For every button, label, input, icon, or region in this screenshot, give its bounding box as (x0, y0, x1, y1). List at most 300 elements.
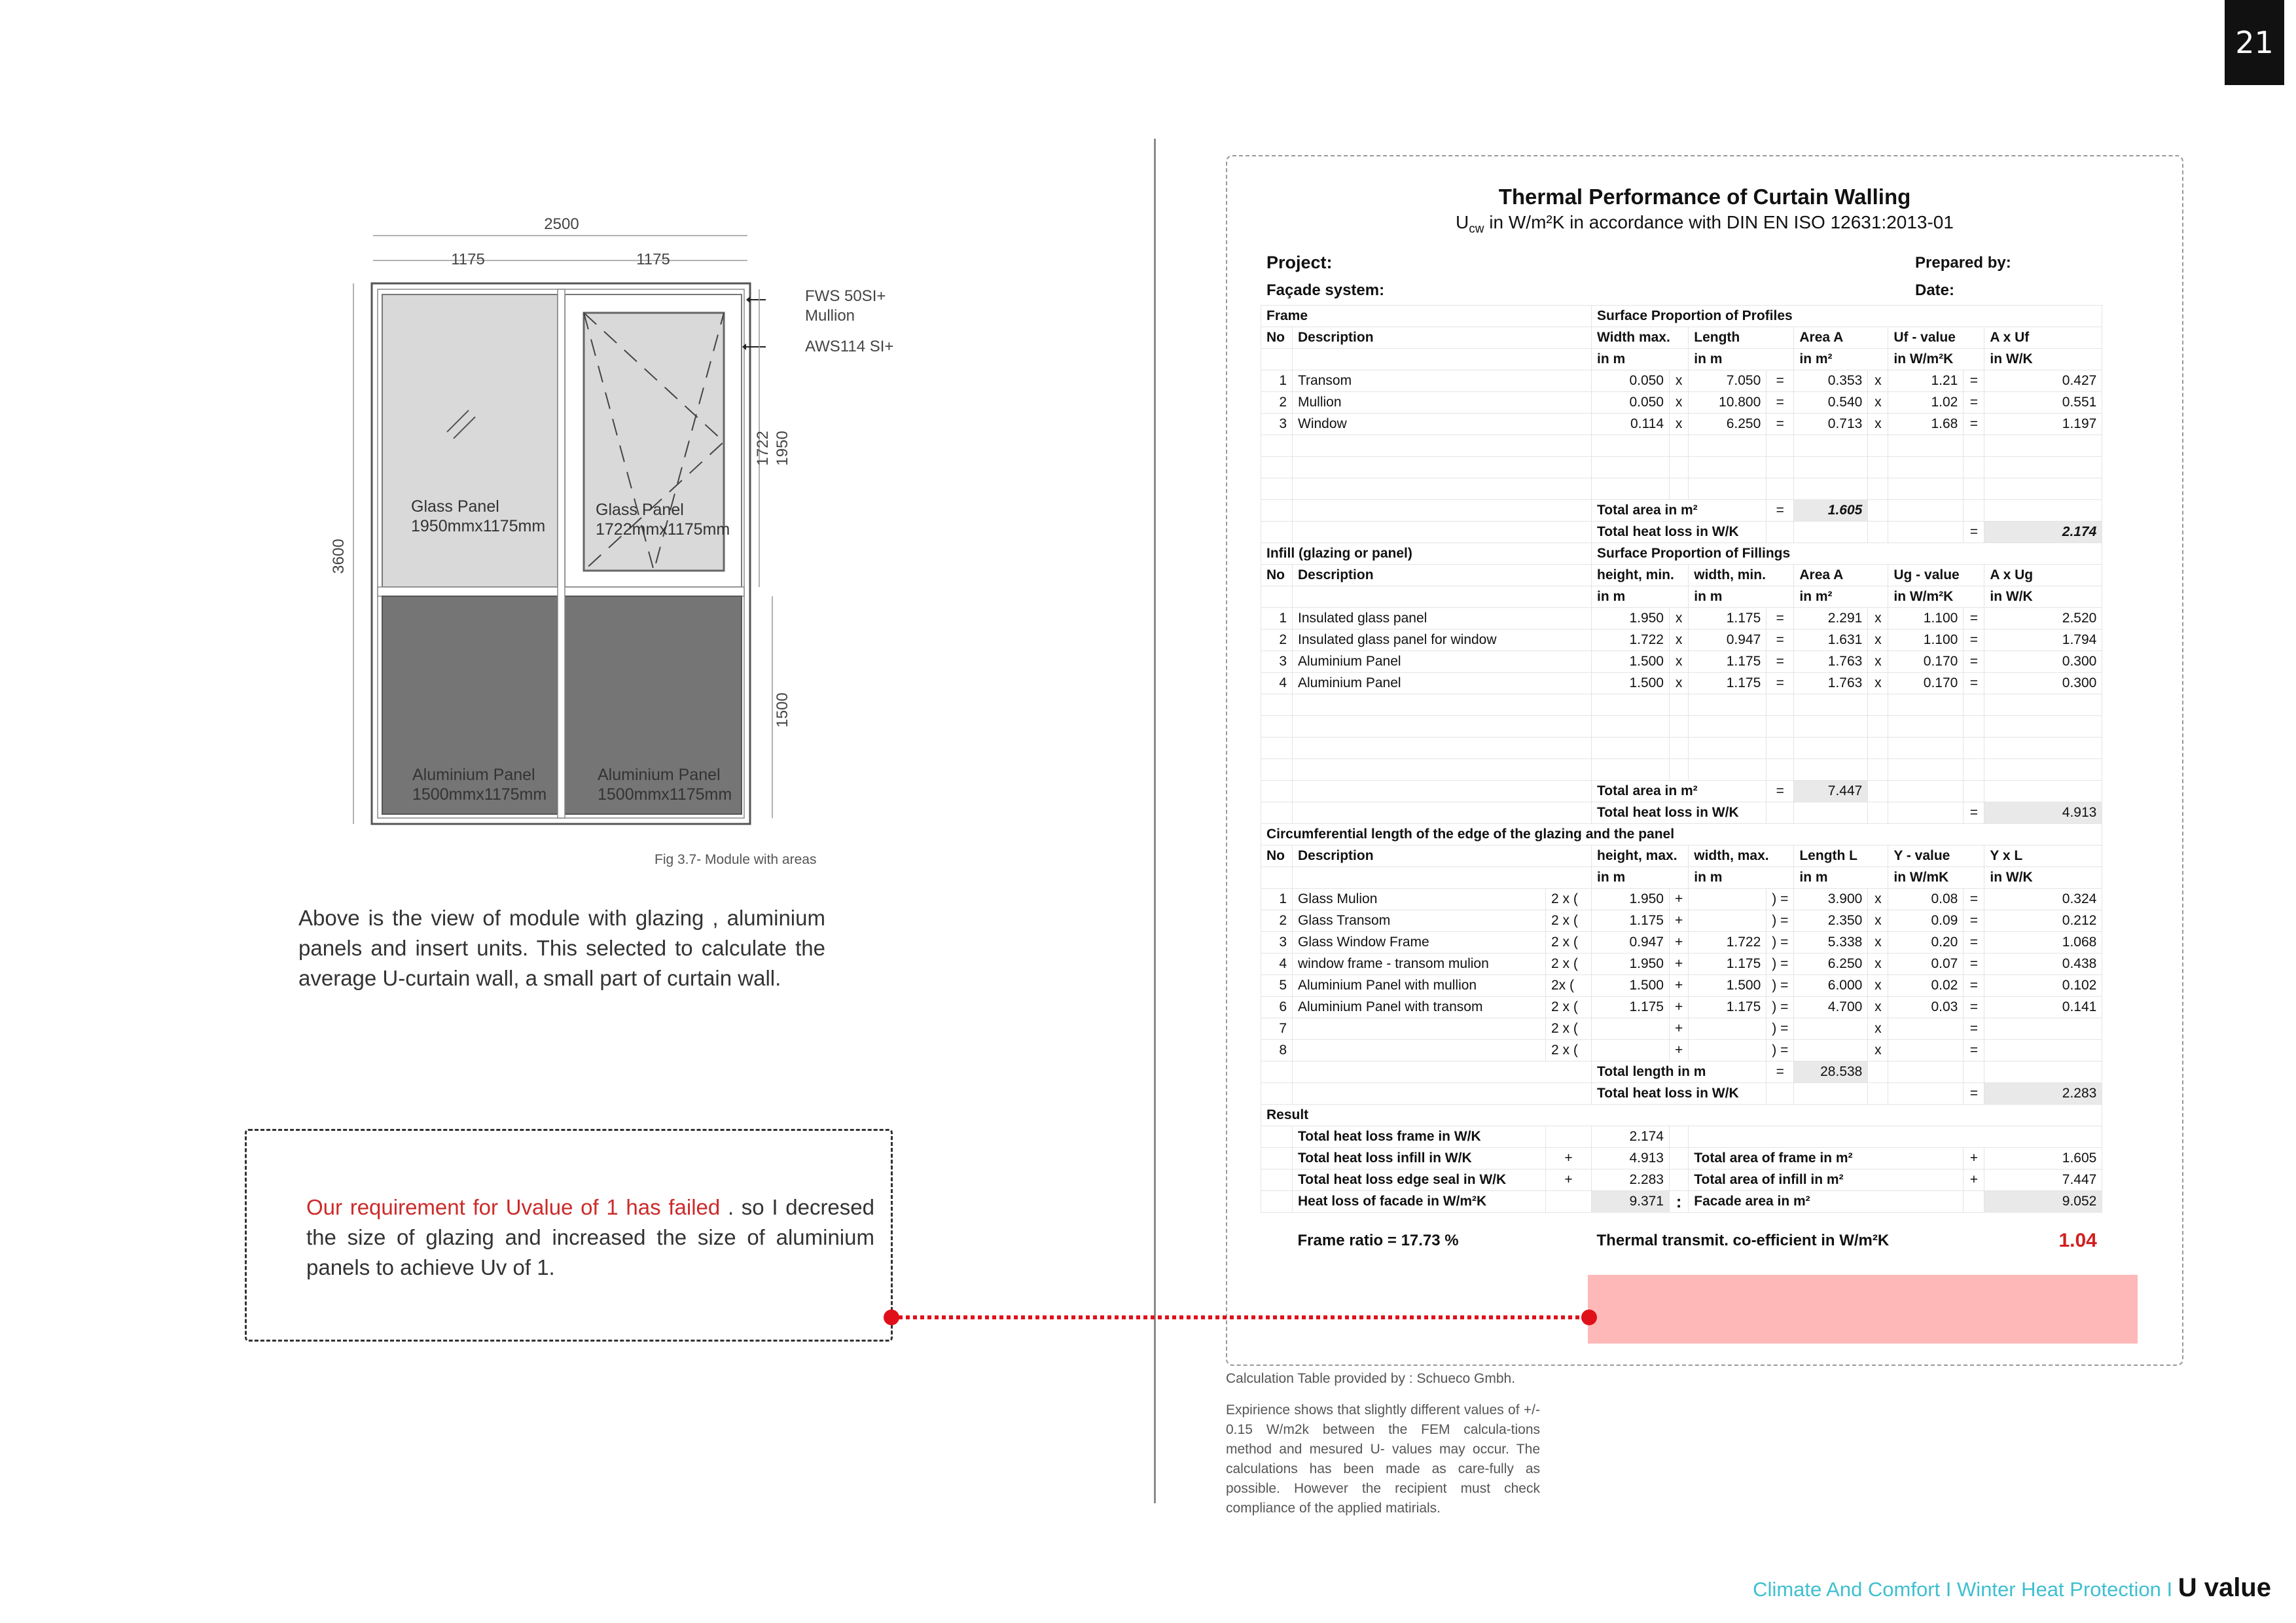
table-cell (1888, 435, 1964, 457)
table-cell: 1.175 (1689, 608, 1767, 630)
table-cell: window frame - transom mulion (1293, 954, 1546, 975)
table-cell: Total length in m (1592, 1061, 1767, 1083)
table-cell (1592, 759, 1670, 781)
table-cell: x (1868, 392, 1888, 414)
frame-total-loss-row (1261, 522, 2102, 543)
table-cell (1261, 716, 1293, 738)
table-cell: Window (1293, 414, 1592, 435)
table-cell (1670, 738, 1689, 759)
table-cell (1767, 802, 1794, 824)
result-section-row (1261, 1105, 2102, 1126)
table-cell (1888, 1040, 1964, 1061)
table-cell: 4.913 (1592, 1148, 1670, 1169)
table-row (1261, 457, 2102, 478)
requirement-failed: Our requirement for Uvalue of 1 has failed (306, 1195, 721, 1219)
table-cell: Heat loss of facade in W/m²K (1293, 1191, 1546, 1213)
table-cell (1794, 457, 1868, 478)
table-cell (1261, 1213, 1293, 1269)
table-cell: + (1964, 1169, 1984, 1191)
table-cell (1868, 1061, 1888, 1083)
table-cell: + (1670, 932, 1689, 954)
table-cell: 2 x ( (1546, 910, 1592, 932)
table-cell (1689, 694, 1767, 716)
table-cell: 2.283 (1592, 1169, 1670, 1191)
table-cell (1592, 1018, 1670, 1040)
table-cell: 0.114 (1592, 414, 1670, 435)
table-cell (1689, 1040, 1767, 1061)
table-cell: width, max. (1689, 846, 1794, 867)
table-cell: 0.170 (1888, 651, 1964, 673)
table-cell (1293, 1083, 1592, 1105)
table-cell (1293, 478, 1592, 500)
table-cell: x (1670, 608, 1689, 630)
table-cell (1794, 716, 1868, 738)
table-cell (1888, 478, 1964, 500)
table-cell: 0.324 (1984, 889, 2102, 910)
table-cell: + (1670, 997, 1689, 1018)
table-cell (1794, 759, 1868, 781)
table-cell (1984, 500, 2102, 522)
edge-total-length-row (1261, 1061, 2102, 1083)
table-cell: = (1767, 608, 1794, 630)
table-row (1261, 478, 2102, 500)
table-cell: Aluminium Panel (1293, 673, 1592, 694)
table-row (1261, 435, 2102, 457)
table-cell (1794, 522, 1868, 543)
dim-right-width: 1175 (636, 251, 670, 268)
table-cell (1261, 1126, 1293, 1148)
table-cell (1592, 1040, 1670, 1061)
project-label: Project: (1266, 253, 1333, 272)
table-cell: 4 (1261, 673, 1293, 694)
table-cell (1984, 694, 2102, 716)
table-cell: = (1964, 522, 1984, 543)
table-cell: Aluminium Panel (1293, 651, 1592, 673)
table-cell (1888, 738, 1964, 759)
table-cell: x (1868, 954, 1888, 975)
table-cell: No (1261, 565, 1293, 586)
table-cell: No (1261, 846, 1293, 867)
table-cell: 0.713 (1794, 414, 1868, 435)
table-cell (1964, 500, 1984, 522)
table-cell: Description (1293, 846, 1592, 867)
result-row-infill (1261, 1148, 2102, 1169)
requirement-text (306, 1192, 874, 1283)
table-cell: 0.551 (1984, 392, 2102, 414)
table-cell (1984, 1040, 2102, 1061)
table-cell: 1.605 (1984, 1148, 2102, 1169)
table-cell: 1.763 (1794, 673, 1868, 694)
table-cell: 10.800 (1689, 392, 1767, 414)
table-cell: = (1767, 651, 1794, 673)
table-cell (1293, 435, 1592, 457)
table-cell: 0.353 (1794, 370, 1868, 392)
callout-mullion: FWS 50SI+ (805, 287, 886, 305)
table-cell (1261, 1061, 1293, 1083)
table-cell: x (1670, 673, 1689, 694)
table-cell: 1.197 (1984, 414, 2102, 435)
table-cell: 1.722 (1689, 932, 1767, 954)
table-cell: 0.08 (1888, 889, 1964, 910)
table-cell (1293, 457, 1592, 478)
table-cell (1964, 478, 1984, 500)
table-cell (1888, 457, 1964, 478)
table-cell (1670, 1126, 1689, 1148)
table-cell: 0.438 (1984, 954, 2102, 975)
table-cell: Mullion (1293, 392, 1592, 414)
calc-subtitle: $U_{cw}$ in W/m²K in accordance with DIN EN ISO 12631:2013-01 (1456, 212, 1954, 236)
glass-right-label: Glass Panel (596, 501, 684, 519)
glass-left-size: 1950mmx1175mm (411, 517, 546, 535)
table-cell: = (1964, 414, 1984, 435)
module-drawing (314, 216, 903, 870)
edge-total-loss-row (1261, 1083, 2102, 1105)
table-cell: ) = (1767, 910, 1794, 932)
table-cell (1868, 457, 1888, 478)
result-row-final (1261, 1213, 2102, 1269)
callout-mullion-line2: Mullion (805, 307, 855, 325)
table-cell: 0.170 (1888, 673, 1964, 694)
disclaimer-note: Expirience shows that slightly different values of +/- 0.15 W/m2k between the FEM calcula-tions method and mesured U- values may occur. The calculations has been made as care-fully as possible. However the recipient must check compliance of the applied matirials. (1226, 1402, 1540, 1516)
table-cell: ) = (1767, 954, 1794, 975)
table-cell (1261, 522, 1293, 543)
table-cell: + (1546, 1169, 1592, 1191)
table-cell: = (1964, 975, 1984, 997)
requirement-rest: . so I decresed the size of glazing and increased the size of aluminium panels to achieve Uv of 1. (306, 1195, 874, 1279)
table-cell: 0.09 (1888, 910, 1964, 932)
result-highlight (1588, 1275, 2138, 1344)
table-cell (1293, 500, 1592, 522)
table-cell: 0.20 (1888, 932, 1964, 954)
table-cell (1888, 781, 1964, 802)
table-cell: x (1868, 932, 1888, 954)
frame-group-label: Surface Proportion of Profiles (1592, 306, 2102, 327)
table-cell: Uf - value (1888, 327, 1984, 349)
table-cell: 2.291 (1794, 608, 1868, 630)
table-cell: 2.520 (1984, 608, 2102, 630)
edge-units-row (1261, 867, 2102, 889)
table-cell (1293, 586, 1592, 608)
result-row-facade (1261, 1191, 2102, 1213)
table-cell: 2 (1261, 392, 1293, 414)
table-cell: 28.538 (1794, 1061, 1868, 1083)
table-cell: 2.350 (1794, 910, 1868, 932)
table-cell: 3 (1261, 414, 1293, 435)
dim-total-width: 2500 (544, 216, 579, 233)
table-cell (1767, 435, 1794, 457)
table-cell (1293, 522, 1592, 543)
table-cell: in m (1689, 867, 1794, 889)
table-cell: 2 x ( (1546, 932, 1592, 954)
table-cell (1964, 1191, 1984, 1213)
table-cell: Description (1293, 565, 1592, 586)
table-cell: 1.500 (1592, 651, 1670, 673)
table-cell (1964, 1061, 1984, 1083)
table-cell: 6.000 (1794, 975, 1868, 997)
glass-panel-left (382, 294, 558, 587)
table-cell (1868, 738, 1888, 759)
table-cell: 0.212 (1984, 910, 2102, 932)
table-cell: Total heat loss infill in W/K (1293, 1148, 1546, 1169)
table-cell (1794, 1040, 1868, 1061)
table-cell: 1.21 (1888, 370, 1964, 392)
table-cell (1888, 1083, 1964, 1105)
table-cell: x (1670, 370, 1689, 392)
table-cell (1293, 802, 1592, 824)
table-cell (1964, 738, 1984, 759)
table-cell: 0.300 (1984, 651, 2102, 673)
table-cell (1261, 694, 1293, 716)
table-row (1261, 630, 2102, 651)
table-cell: 2 x ( (1546, 1040, 1592, 1061)
table-cell (1689, 457, 1767, 478)
table-cell: 1.500 (1689, 975, 1767, 997)
table-cell: = (1767, 781, 1794, 802)
table-cell: in m (1592, 867, 1689, 889)
table-cell: 1.794 (1984, 630, 2102, 651)
table-cell (1592, 694, 1670, 716)
table-cell: x (1868, 370, 1888, 392)
table-cell (1984, 435, 2102, 457)
table-cell (1868, 802, 1888, 824)
figure-caption: Fig 3.7- Module with areas (655, 852, 817, 867)
table-cell: 1 (1261, 889, 1293, 910)
table-cell (1964, 694, 1984, 716)
table-cell (1964, 759, 1984, 781)
table-cell: ) = (1767, 1040, 1794, 1061)
table-cell: x (1868, 608, 1888, 630)
table-cell (1670, 1169, 1689, 1191)
table-cell: 2 x ( (1546, 997, 1592, 1018)
table-cell: 1.175 (1592, 997, 1670, 1018)
table-cell: in m (1794, 867, 1888, 889)
table-cell: 1.02 (1888, 392, 1964, 414)
frame-ratio: Frame ratio = 17.73 % (1297, 1231, 1459, 1249)
table-cell: = (1964, 651, 1984, 673)
table-cell (1868, 759, 1888, 781)
table-cell: 1.722 (1592, 630, 1670, 651)
page-divider (1154, 139, 1156, 1503)
table-cell (1261, 1169, 1293, 1191)
table-cell (1689, 759, 1767, 781)
table-cell (1868, 478, 1888, 500)
table-cell: Description (1293, 327, 1592, 349)
table-cell (1261, 1191, 1293, 1213)
table-cell: A x Ug (1984, 565, 2102, 586)
mullion (558, 289, 565, 818)
table-cell (1888, 1018, 1964, 1040)
glass-left-label: Glass Panel (411, 497, 499, 516)
frame-total-area-row (1261, 500, 2102, 522)
table-cell: 4.913 (1984, 802, 2102, 824)
frame-section-label: Frame (1261, 306, 1592, 327)
table-cell: = (1964, 630, 1984, 651)
table-cell: 4 (1261, 954, 1293, 975)
table-cell: 3.900 (1794, 889, 1868, 910)
table-row (1261, 975, 2102, 997)
table-cell: x (1868, 889, 1888, 910)
table-cell: x (1868, 630, 1888, 651)
date-label: Date: (1915, 281, 1955, 299)
table-cell (1689, 889, 1767, 910)
table-cell: + (1964, 1148, 1984, 1169)
table-cell (1293, 349, 1592, 370)
table-cell (1670, 694, 1689, 716)
table-cell: + (1670, 889, 1689, 910)
table-cell: + (1670, 1018, 1689, 1040)
table-cell: 9.371 (1592, 1191, 1670, 1213)
infill-header-row (1261, 565, 2102, 586)
table-cell (1984, 1018, 2102, 1040)
table-cell: ) = (1767, 997, 1794, 1018)
table-cell: 2.174 (1592, 1126, 1670, 1148)
table-cell: 0.07 (1888, 954, 1964, 975)
table-cell (1888, 802, 1964, 824)
table-cell: 1.500 (1592, 673, 1670, 694)
table-cell (1767, 694, 1794, 716)
table-cell: x (1670, 392, 1689, 414)
table-cell: Y x L (1984, 846, 2102, 867)
table-cell: = (1964, 370, 1984, 392)
table-cell (1670, 759, 1689, 781)
table-row (1261, 932, 2102, 954)
table-cell: Total area in m² (1592, 781, 1767, 802)
table-row (1261, 392, 2102, 414)
table-cell: 0.300 (1984, 673, 2102, 694)
table-cell (1670, 478, 1689, 500)
table-cell: = (1964, 1083, 1984, 1105)
table-cell: 2 (1261, 910, 1293, 932)
table-cell (1261, 1148, 1293, 1169)
alu-left-label: Aluminium Panel (412, 766, 535, 784)
table-cell: Insulated glass panel (1293, 608, 1592, 630)
table-cell: x (1868, 910, 1888, 932)
table-cell: = (1767, 500, 1794, 522)
table-cell: No (1261, 327, 1293, 349)
table-cell (1261, 738, 1293, 759)
table-cell: in W/K (1984, 586, 2102, 608)
table-cell: Total heat loss in W/K (1592, 802, 1767, 824)
table-cell: 6.250 (1689, 414, 1767, 435)
table-cell (1868, 1083, 1888, 1105)
table-cell: Y - value (1888, 846, 1984, 867)
table-cell: 1.100 (1888, 608, 1964, 630)
table-cell (1546, 1191, 1592, 1213)
table-cell (1868, 694, 1888, 716)
frame-units-row (1261, 349, 2102, 370)
table-cell: = (1767, 630, 1794, 651)
result-row-edge (1261, 1169, 2102, 1191)
table-cell (1794, 478, 1868, 500)
table-cell: x (1868, 651, 1888, 673)
table-cell (1767, 522, 1794, 543)
table-cell: x (1868, 975, 1888, 997)
table-cell: 1.68 (1888, 414, 1964, 435)
table-cell: Area A (1794, 565, 1888, 586)
thermal-coefficient-label: Thermal transmit. co-efficient in W/m²K (1596, 1231, 1890, 1249)
table-cell: 2.283 (1984, 1083, 2102, 1105)
table-cell (1794, 802, 1868, 824)
table-cell (1293, 1061, 1592, 1083)
table-cell: in W/K (1984, 349, 2102, 370)
table-cell: A x Uf (1984, 327, 2102, 349)
table-cell: 7.447 (1794, 781, 1868, 802)
table-cell: in W/K (1984, 867, 2102, 889)
table-cell: Surface Proportion of Fillings (1592, 543, 2102, 565)
table-row (1261, 738, 2102, 759)
result-row-frame (1261, 1126, 2102, 1148)
table-cell (1964, 435, 1984, 457)
dim-total-height: 3600 (330, 539, 348, 574)
table-cell: ) = (1767, 889, 1794, 910)
table-cell (1261, 435, 1293, 457)
table-cell: = (1964, 997, 1984, 1018)
table-cell (1546, 1213, 1592, 1269)
table-cell (1984, 457, 2102, 478)
table-cell (1794, 1018, 1868, 1040)
table-cell: Total heat loss in W/K (1592, 1083, 1767, 1105)
table-cell: = (1767, 414, 1794, 435)
table-cell: + (1670, 910, 1689, 932)
table-cell: 8 (1261, 1040, 1293, 1061)
table-cell: + (1670, 1040, 1689, 1061)
table-cell (1689, 1018, 1767, 1040)
facade-system-label: Façade system: (1266, 281, 1385, 299)
table-cell: + (1670, 975, 1689, 997)
table-cell (1767, 759, 1794, 781)
table-cell: = (1964, 1040, 1984, 1061)
table-cell (1293, 1018, 1546, 1040)
table-cell (1888, 716, 1964, 738)
table-cell: 7.050 (1689, 370, 1767, 392)
table-cell (1868, 781, 1888, 802)
table-cell: = (1964, 392, 1984, 414)
table-cell (1888, 759, 1964, 781)
page-number: 21 (2225, 0, 2284, 85)
table-cell: Insulated glass panel for window (1293, 630, 1592, 651)
table-row (1261, 759, 2102, 781)
table-cell: x (1670, 651, 1689, 673)
table-cell: 4.700 (1794, 997, 1868, 1018)
table-cell: = (1964, 802, 1984, 824)
table-cell: Total area of frame in m² (1689, 1148, 1964, 1169)
table-cell: 1.175 (1689, 651, 1767, 673)
table-cell: 0.03 (1888, 997, 1964, 1018)
dim-glass-height: 1950 (774, 431, 791, 466)
table-cell: = (1767, 673, 1794, 694)
table-cell: Glass Transom (1293, 910, 1546, 932)
table-cell (1670, 716, 1689, 738)
table-cell: x (1868, 1040, 1888, 1061)
table-cell: 9.052 (1984, 1191, 2102, 1213)
table-cell (1293, 781, 1592, 802)
table-cell: Total area in m² (1592, 500, 1767, 522)
table-cell: 1.950 (1592, 608, 1670, 630)
table-cell: in m (1689, 349, 1794, 370)
table-cell (1261, 478, 1293, 500)
footer-section: Climate And Comfort I Winter Heat Protection I (1753, 1578, 2173, 1601)
table-cell: = (1964, 932, 1984, 954)
table-cell (1888, 522, 1964, 543)
table-cell (1261, 500, 1293, 522)
infill-total-area-row (1261, 781, 2102, 802)
table-row (1261, 370, 2102, 392)
table-cell: 3 (1261, 651, 1293, 673)
table-cell: x (1868, 414, 1888, 435)
dim-left-width: 1175 (451, 251, 485, 268)
table-cell: in W/m²K (1888, 349, 1984, 370)
table-cell (1592, 435, 1670, 457)
